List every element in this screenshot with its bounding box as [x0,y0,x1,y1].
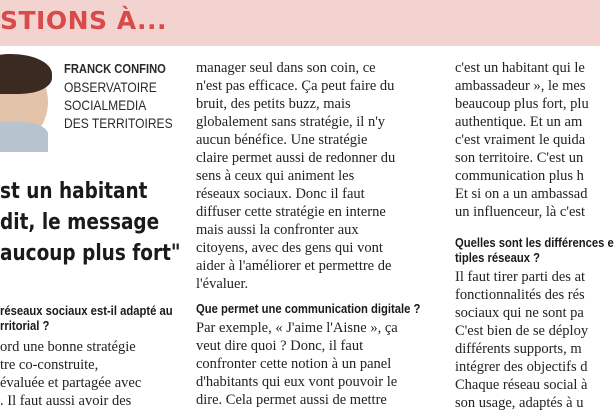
body-text: c'est un habitant qui le ambassadeur », le mes beaucoup plus fort, plu authentique. Et un am c'est vraiment le quida son territoire. C'est un communication plus h Et si on a un ambassad un influenceur, là c'est [455,60,589,220]
author-name: FRANCK CONFINO [64,61,166,76]
body-text: manager seul dans son coin, ce n'est pas efficace. Ça peut faire du bruit, des petits buzz, mais globalement sans stratégie, il n'y aucun bénéfice. Une stratégie claire permet aussi de redonner du sens à ceux qui animent les réseaux sociaux. Donc il faut diffuser cette stratégie en interne mais aussi la confronter aux citoyens, avec des gens qui vont aider à l'améliorer et permettre de l'évaluer. [196,60,396,292]
question-heading: Que permet une communication digitale ? [196,302,421,316]
body-text: Par exemple, « J'aime l'Aisne », ça veut dire quoi ? Donc, il faut confronter cette notion à un panel d'habitants qui eux vont pouvoir le dire. Cela permet aussi de mettre [196,320,398,408]
author-role-line: OBSERVATOIRE [64,79,157,95]
author-block [64,60,171,132]
banner-title: STIONS À... [0,6,168,35]
author-role-line: SOCIALMEDIA [64,97,147,113]
question-heading: Quelles sont les différences e tiples réseaux ? [455,236,614,265]
column-left [0,46,188,409]
quote-line: aucoup plus fort" [0,241,181,266]
pull-quote [0,176,181,269]
author-role-line: DES TERRITOIRES [64,115,173,131]
author-photo [0,60,48,144]
column-right [455,46,614,411]
column-middle [196,46,442,408]
quote-line: st un habitant [0,179,148,204]
body-text: Il faut tirer parti des at fonctionnalités des rés sociaux qui ne sont pa C'est bien de se déploy différents supports, m intégrer des objectifs d Chaque réseau social à son usage, adaptés à u [455,269,589,411]
question-heading: réseaux sociaux est-il adapté au rritorial ? [0,304,173,333]
body-text: ord une bonne stratégie tre co-construite, évaluée et partagée avec . Il faut aussi avoir des [0,339,142,409]
section-banner [0,0,600,46]
quote-line: dit, le message [0,210,160,235]
